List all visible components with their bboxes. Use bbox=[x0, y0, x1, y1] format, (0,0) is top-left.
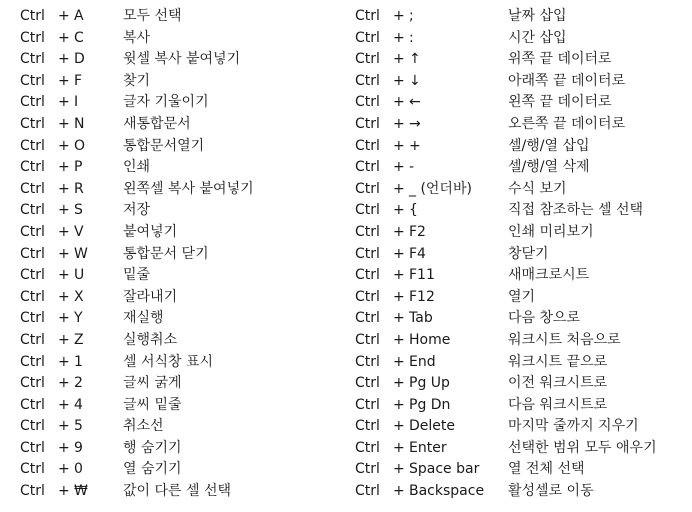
shortcut-key: ; bbox=[409, 8, 414, 24]
plus-sign: + bbox=[58, 483, 70, 500]
shortcut-key: R bbox=[74, 180, 84, 197]
shortcut-description: 실행취소 bbox=[123, 331, 178, 348]
plus-sign: + bbox=[393, 461, 405, 478]
plus-sign: + bbox=[58, 267, 70, 284]
ctrl-label: Ctrl bbox=[20, 94, 45, 111]
shortcut-description: 통합문서 닫기 bbox=[123, 245, 209, 262]
plus-sign: + bbox=[393, 29, 405, 46]
plus-sign: + bbox=[58, 353, 70, 370]
shortcut-key: F2 bbox=[409, 223, 426, 240]
shortcut-key: P bbox=[74, 159, 83, 176]
plus-sign: + bbox=[393, 180, 405, 197]
ctrl-label: Ctrl bbox=[20, 331, 45, 348]
shortcut-key: _ (언더바) bbox=[409, 180, 472, 197]
shortcut-description: 통합문서열기 bbox=[123, 137, 205, 154]
ctrl-label: Ctrl bbox=[20, 396, 45, 413]
shortcut-description: 창닫기 bbox=[508, 245, 549, 262]
plus-sign: + bbox=[393, 159, 405, 176]
shortcut-key: Delete bbox=[409, 418, 455, 435]
shortcut-key: + bbox=[409, 137, 421, 154]
shortcut-description: 글씨 밑줄 bbox=[123, 396, 182, 413]
ctrl-label: Ctrl bbox=[20, 353, 45, 370]
shortcut-description: 새매크로시트 bbox=[508, 267, 590, 284]
plus-sign: + bbox=[393, 245, 405, 262]
shortcut-description: 선택한 범위 모두 애우기 bbox=[508, 439, 657, 456]
shortcut-key: Y bbox=[74, 310, 83, 327]
ctrl-label: Ctrl bbox=[20, 245, 45, 262]
plus-sign: + bbox=[58, 51, 70, 68]
shortcut-description: 취소선 bbox=[123, 418, 164, 435]
shortcut-key: Home bbox=[409, 331, 451, 348]
shortcut-description: 아래쪽 끝 데이터로 bbox=[508, 72, 626, 89]
shortcut-key: Backspace bbox=[409, 483, 485, 500]
shortcut-key: 4 bbox=[74, 396, 83, 413]
shortcut-description: 시간 삽입 bbox=[508, 29, 567, 46]
ctrl-label: Ctrl bbox=[355, 418, 380, 435]
ctrl-label: Ctrl bbox=[355, 461, 380, 478]
ctrl-label: Ctrl bbox=[20, 483, 45, 500]
shortcut-description: 셀 서식창 표시 bbox=[123, 353, 214, 370]
shortcut-description: 재실행 bbox=[123, 310, 164, 327]
shortcut-description: 인쇄 bbox=[123, 159, 151, 176]
shortcut-key: C bbox=[74, 29, 84, 46]
shortcut-key: ↓ bbox=[409, 72, 421, 89]
plus-sign: + bbox=[58, 288, 70, 305]
ctrl-label: Ctrl bbox=[355, 94, 380, 111]
plus-sign: + bbox=[393, 137, 405, 154]
shortcut-key: 2 bbox=[74, 375, 83, 392]
plus-sign: + bbox=[393, 94, 405, 111]
plus-sign: + bbox=[393, 331, 405, 348]
shortcut-key: F11 bbox=[409, 267, 435, 284]
shortcut-key: Pg Up bbox=[409, 375, 450, 392]
ctrl-label: Ctrl bbox=[355, 245, 380, 262]
shortcut-description: 글씨 굵게 bbox=[123, 375, 182, 392]
shortcut-key: ← bbox=[409, 94, 421, 111]
ctrl-label: Ctrl bbox=[20, 8, 45, 24]
ctrl-label: Ctrl bbox=[355, 51, 380, 68]
plus-sign: + bbox=[393, 51, 405, 68]
shortcut-key: 5 bbox=[74, 418, 83, 435]
shortcut-description: 열 전체 선택 bbox=[508, 461, 585, 478]
ctrl-label: Ctrl bbox=[20, 461, 45, 478]
plus-sign: + bbox=[393, 223, 405, 240]
ctrl-label: Ctrl bbox=[355, 331, 380, 348]
plus-sign: + bbox=[393, 396, 405, 413]
ctrl-label: Ctrl bbox=[20, 202, 45, 219]
shortcut-key: D bbox=[74, 51, 85, 68]
shortcut-description: 저장 bbox=[123, 202, 151, 219]
plus-sign: + bbox=[58, 461, 70, 478]
shortcut-key: S bbox=[74, 202, 83, 219]
shortcut-description: 찾기 bbox=[123, 72, 151, 89]
shortcut-description: 워크시트 처음으로 bbox=[508, 331, 621, 348]
shortcut-description: 오른쪽 끝 데이터로 bbox=[508, 115, 626, 132]
shortcut-key: Pg Dn bbox=[409, 396, 451, 413]
ctrl-label: Ctrl bbox=[20, 72, 45, 89]
shortcut-key: F4 bbox=[409, 245, 426, 262]
shortcut-key: U bbox=[74, 267, 85, 284]
ctrl-label: Ctrl bbox=[355, 180, 380, 197]
ctrl-label: Ctrl bbox=[355, 353, 380, 370]
ctrl-label: Ctrl bbox=[20, 223, 45, 240]
shortcut-key: 0 bbox=[74, 461, 83, 478]
shortcut-key: Enter bbox=[409, 439, 447, 456]
ctrl-label: Ctrl bbox=[20, 115, 45, 132]
shortcut-key: End bbox=[409, 353, 436, 370]
shortcut-description: 왼쪽 끝 데이터로 bbox=[508, 94, 612, 111]
ctrl-label: Ctrl bbox=[355, 115, 380, 132]
shortcut-key: N bbox=[74, 115, 85, 132]
ctrl-label: Ctrl bbox=[355, 72, 380, 89]
shortcut-description: 잘라내기 bbox=[123, 288, 178, 305]
shortcut-key: ↑ bbox=[409, 51, 421, 68]
plus-sign: + bbox=[393, 375, 405, 392]
shortcut-key: O bbox=[74, 137, 86, 154]
shortcut-description: 날짜 삽입 bbox=[508, 8, 567, 24]
shortcut-description: 새통합문서 bbox=[123, 115, 191, 132]
plus-sign: + bbox=[58, 439, 70, 456]
shortcut-description: 위쪽 끝 데이터로 bbox=[508, 51, 612, 68]
plus-sign: + bbox=[393, 267, 405, 284]
shortcut-description: 직접 참조하는 셀 선택 bbox=[508, 202, 644, 219]
shortcut-description: 복사 bbox=[123, 29, 151, 46]
plus-sign: + bbox=[58, 310, 70, 327]
shortcut-key: Tab bbox=[409, 310, 433, 327]
shortcut-description: 다음 워크시트로 bbox=[508, 396, 608, 413]
plus-sign: + bbox=[393, 288, 405, 305]
shortcut-key: { bbox=[409, 202, 418, 219]
plus-sign: + bbox=[393, 8, 405, 24]
shortcut-description: 활성셀로 이동 bbox=[508, 483, 594, 500]
ctrl-label: Ctrl bbox=[20, 180, 45, 197]
ctrl-label: Ctrl bbox=[20, 51, 45, 68]
ctrl-label: Ctrl bbox=[20, 310, 45, 327]
ctrl-label: Ctrl bbox=[355, 439, 380, 456]
shortcut-key: - bbox=[409, 159, 415, 176]
ctrl-label: Ctrl bbox=[355, 396, 380, 413]
plus-sign: + bbox=[58, 94, 70, 111]
plus-sign: + bbox=[58, 202, 70, 219]
plus-sign: + bbox=[58, 159, 70, 176]
plus-sign: + bbox=[58, 29, 70, 46]
shortcut-key: I bbox=[74, 94, 79, 111]
shortcut-description: 윗셀 복사 붙여넣기 bbox=[123, 51, 241, 68]
shortcut-key: F bbox=[74, 72, 83, 89]
shortcut-description: 셀/행/열 삽입 bbox=[508, 137, 590, 154]
plus-sign: + bbox=[393, 202, 405, 219]
plus-sign: + bbox=[58, 331, 70, 348]
plus-sign: + bbox=[58, 72, 70, 89]
plus-sign: + bbox=[393, 483, 405, 500]
plus-sign: + bbox=[58, 115, 70, 132]
plus-sign: + bbox=[393, 72, 405, 89]
shortcut-description: 마지막 줄까지 지우기 bbox=[508, 418, 639, 435]
shortcut-key: W bbox=[74, 245, 88, 262]
plus-sign: + bbox=[58, 418, 70, 435]
ctrl-label: Ctrl bbox=[355, 310, 380, 327]
ctrl-label: Ctrl bbox=[20, 267, 45, 284]
shortcut-key: A bbox=[74, 8, 84, 24]
shortcut-key: X bbox=[74, 288, 84, 305]
shortcut-description: 글자 기울이기 bbox=[123, 94, 209, 111]
shortcut-description: 행 숨기기 bbox=[123, 439, 182, 456]
shortcut-description: 열기 bbox=[508, 288, 536, 305]
shortcut-description: 인쇄 미리보기 bbox=[508, 223, 594, 240]
ctrl-label: Ctrl bbox=[355, 288, 380, 305]
ctrl-label: Ctrl bbox=[20, 137, 45, 154]
plus-sign: + bbox=[393, 439, 405, 456]
shortcut-key: V bbox=[74, 223, 84, 240]
plus-sign: + bbox=[58, 180, 70, 197]
plus-sign: + bbox=[393, 115, 405, 132]
ctrl-label: Ctrl bbox=[20, 288, 45, 305]
shortcut-description: 모두 선택 bbox=[123, 8, 182, 24]
shortcut-key: : bbox=[409, 29, 414, 46]
shortcut-description: 밑줄 bbox=[123, 267, 151, 284]
ctrl-label: Ctrl bbox=[355, 267, 380, 284]
plus-sign: + bbox=[58, 245, 70, 262]
plus-sign: + bbox=[58, 396, 70, 413]
shortcut-description: 다음 창으로 bbox=[508, 310, 581, 327]
shortcut-key: Space bar bbox=[409, 461, 480, 478]
shortcut-description: 워크시트 끝으로 bbox=[508, 353, 608, 370]
ctrl-label: Ctrl bbox=[355, 223, 380, 240]
plus-sign: + bbox=[58, 8, 70, 24]
ctrl-label: Ctrl bbox=[355, 202, 380, 219]
shortcut-description: 열 숨기기 bbox=[123, 461, 182, 478]
ctrl-label: Ctrl bbox=[20, 29, 45, 46]
shortcut-key: 9 bbox=[74, 439, 83, 456]
ctrl-label: Ctrl bbox=[20, 439, 45, 456]
shortcut-description: 왼쪽셀 복사 붙여넣기 bbox=[123, 180, 254, 197]
shortcut-key: 1 bbox=[74, 353, 83, 370]
plus-sign: + bbox=[58, 375, 70, 392]
shortcut-description: 이전 워크시트로 bbox=[508, 375, 608, 392]
shortcut-key: ₩ bbox=[74, 483, 88, 500]
ctrl-label: Ctrl bbox=[355, 137, 380, 154]
plus-sign: + bbox=[393, 418, 405, 435]
plus-sign: + bbox=[58, 137, 70, 154]
shortcut-description: 수식 보기 bbox=[508, 180, 567, 197]
shortcut-key: Z bbox=[74, 331, 84, 348]
ctrl-label: Ctrl bbox=[20, 418, 45, 435]
shortcut-key: F12 bbox=[409, 288, 435, 305]
shortcut-description: 값이 다른 셀 선택 bbox=[123, 483, 232, 500]
plus-sign: + bbox=[393, 310, 405, 327]
plus-sign: + bbox=[58, 223, 70, 240]
shortcut-key: → bbox=[409, 115, 421, 132]
plus-sign: + bbox=[393, 353, 405, 370]
ctrl-label: Ctrl bbox=[355, 483, 380, 500]
ctrl-label: Ctrl bbox=[20, 159, 45, 176]
shortcut-description: 붙여넣기 bbox=[123, 223, 178, 240]
ctrl-label: Ctrl bbox=[355, 159, 380, 176]
ctrl-label: Ctrl bbox=[355, 375, 380, 392]
ctrl-label: Ctrl bbox=[20, 375, 45, 392]
ctrl-label: Ctrl bbox=[355, 29, 380, 46]
shortcut-description: 셀/행/열 삭제 bbox=[508, 159, 590, 176]
ctrl-label: Ctrl bbox=[355, 8, 380, 24]
